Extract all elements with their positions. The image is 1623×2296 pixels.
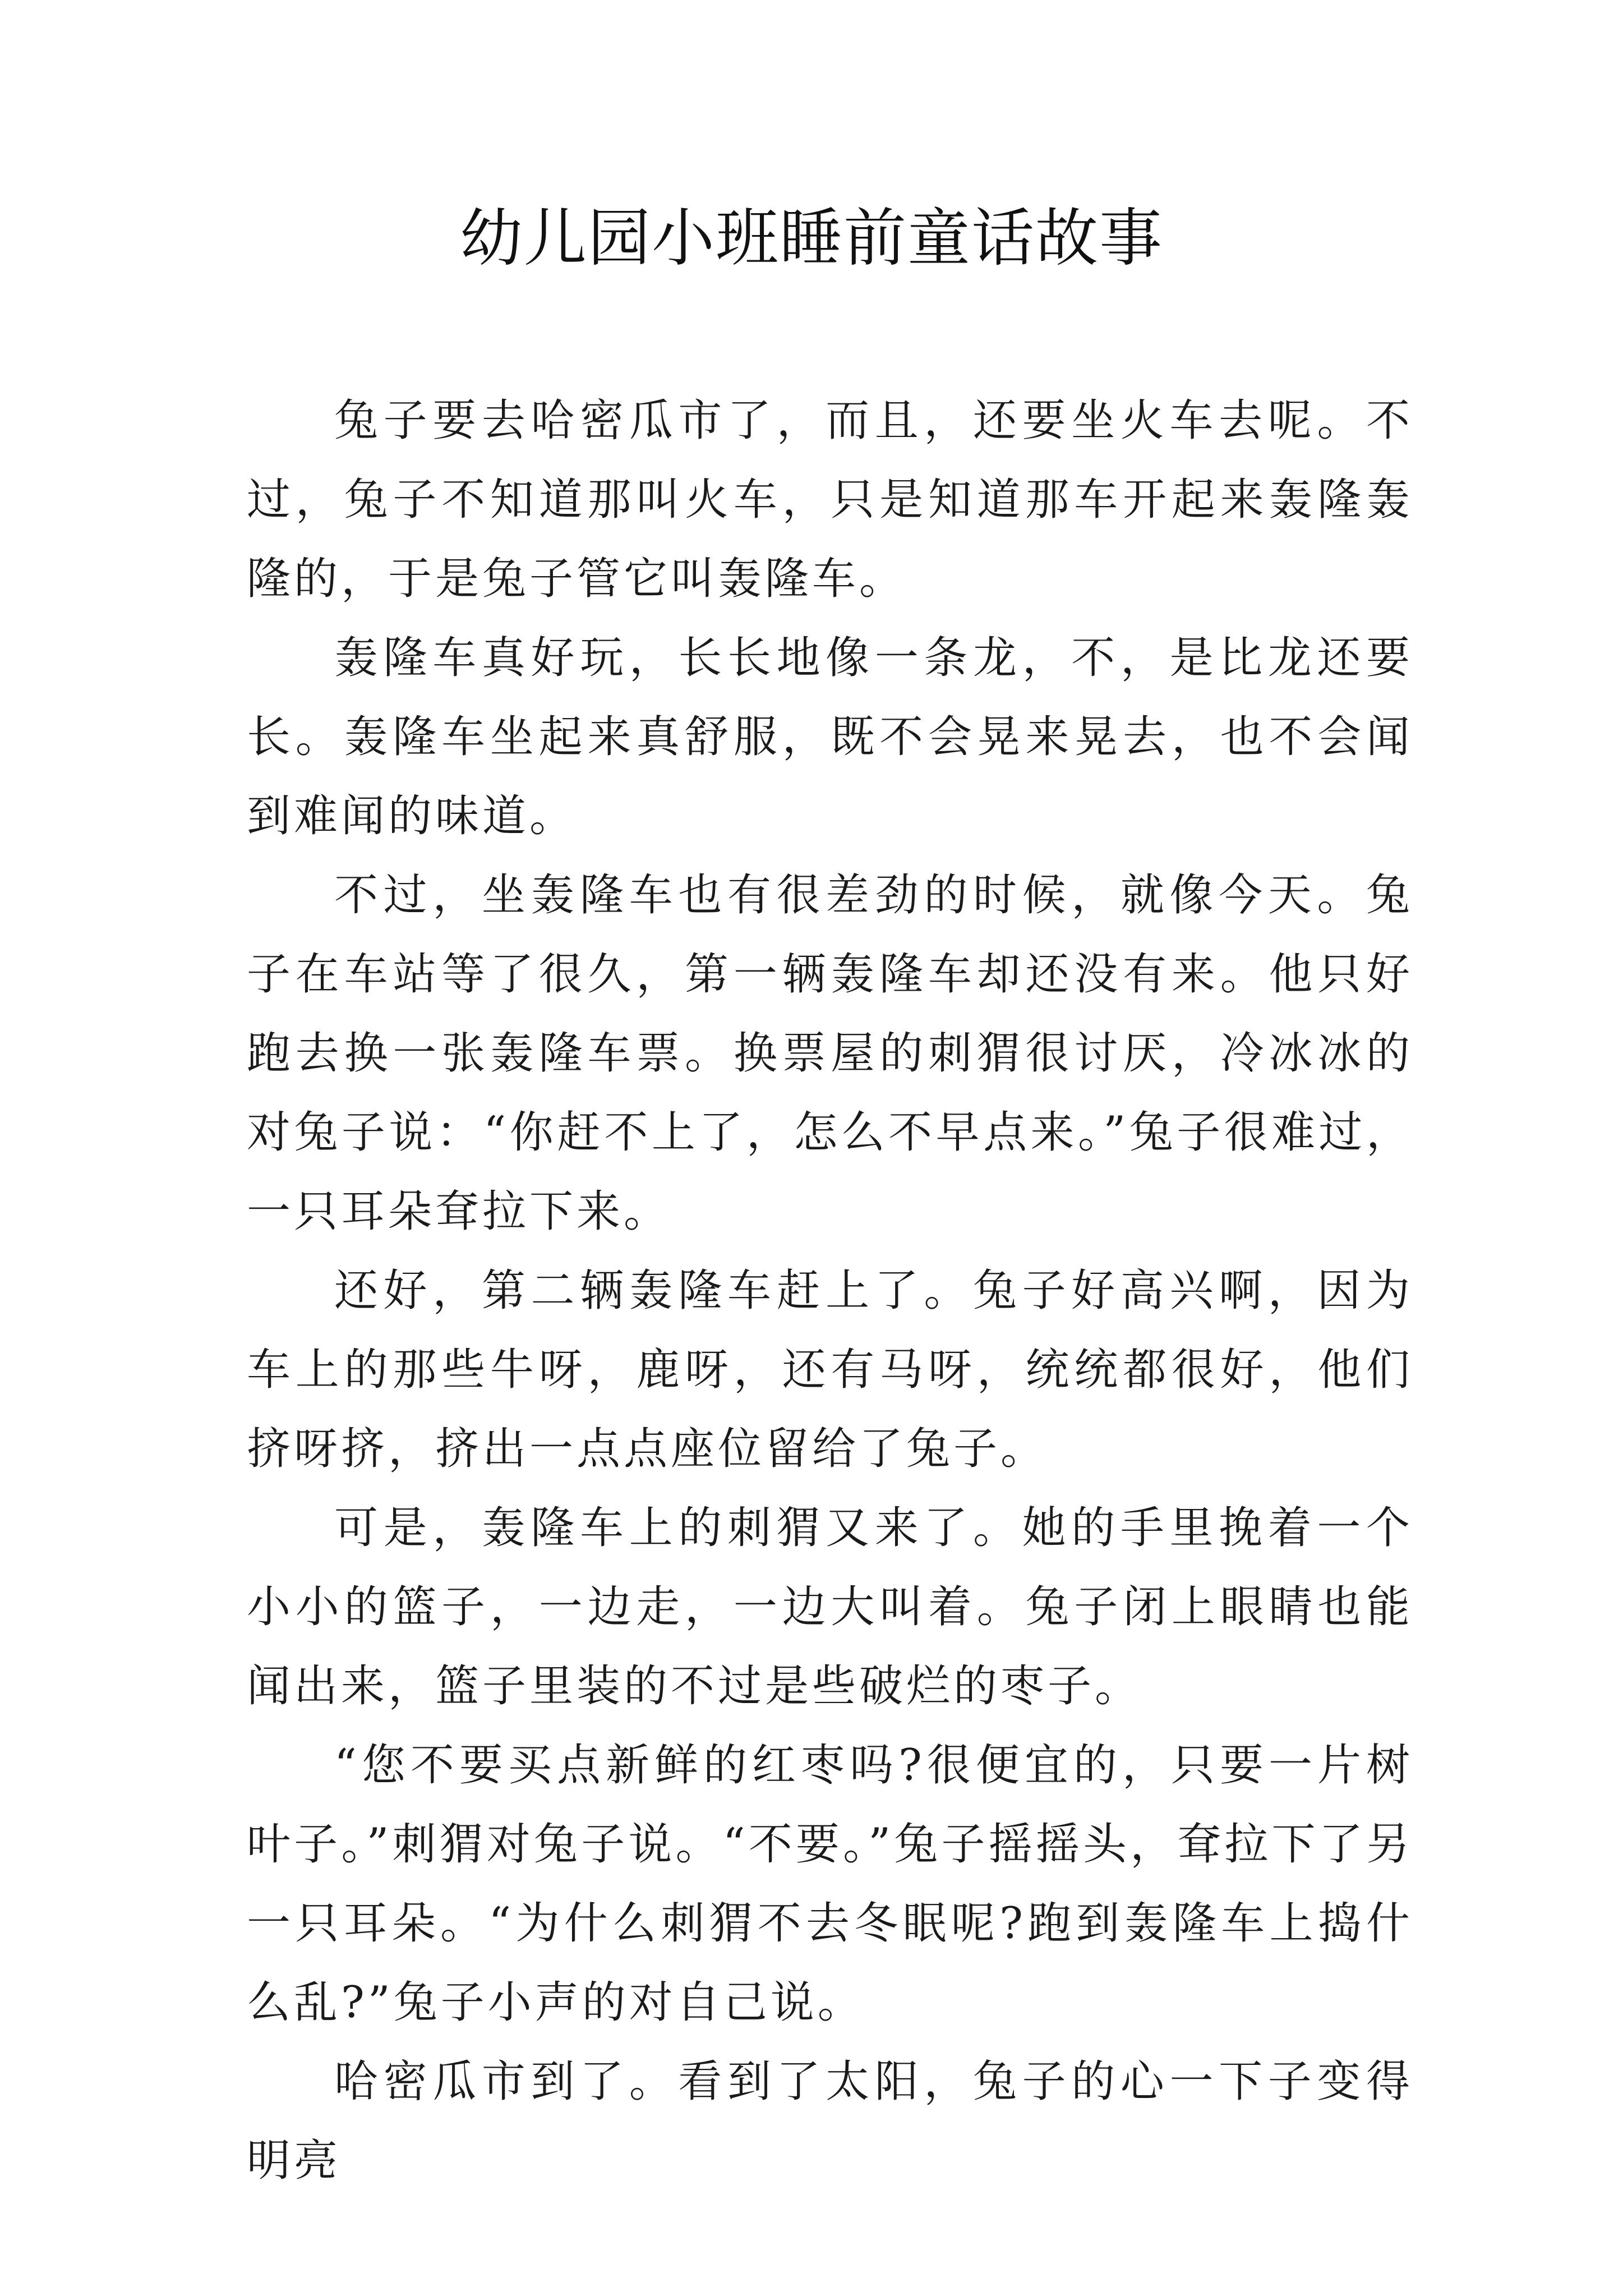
paragraph: 不过，坐轰隆车也有很差劲的时候，就像今天。兔子在车站等了很久，第一辆轰隆车却还没有来。他只好跑去换一张轰隆车票。换票屋的刺猬很讨厌，冷冰冰的对兔子说：“你赶不上了，怎么不早点来。”兔子很难过，一只耳朵耷拉下来。 [247, 870, 1413, 1237]
paragraph: 哈密瓜市到了。看到了太阳，兔子的心一下子变得明亮 [247, 2056, 1413, 2186]
paragraph: 还好，第二辆轰隆车赶上了。兔子好高兴啊，因为车上的那些牛呀，鹿呀，还有马呀，统统都很好，他们挤呀挤，挤出一点点座位留给了兔子。 [247, 1266, 1413, 1474]
paragraph: 轰隆车真好玩，长长地像一条龙，不，是比龙还要长。轰隆车坐起来真舒服，既不会晃来晃去，也不会闻到难闻的味道。 [247, 633, 1413, 841]
paragraph: “您不要买点新鲜的红枣吗?很便宜的，只要一片树叶子。”刺猬对兔子说。“不要。”兔子摇摇头，耷拉下了另一只耳朵。“为什么刺猬不去冬眠呢?跑到轰隆车上捣什么乱?”兔子小声的对自己说。 [247, 1740, 1413, 2028]
document-body [247, 381, 1413, 2201]
document-title: 幼儿园小班睡前童话故事 [460, 202, 1163, 275]
paragraph: 可是，轰隆车上的刺猬又来了。她的手里挽着一个小小的篮子，一边走，一边大叫着。兔子闭上眼睛也能闻出来，篮子里装的不过是些破烂的枣子。 [247, 1503, 1413, 1711]
paragraph: 兔子要去哈密瓜市了，而且，还要坐火车去呢。不过，兔子不知道那叫火车，只是知道那车开起来轰隆轰隆的，于是兔子管它叫轰隆车。 [247, 395, 1413, 604]
